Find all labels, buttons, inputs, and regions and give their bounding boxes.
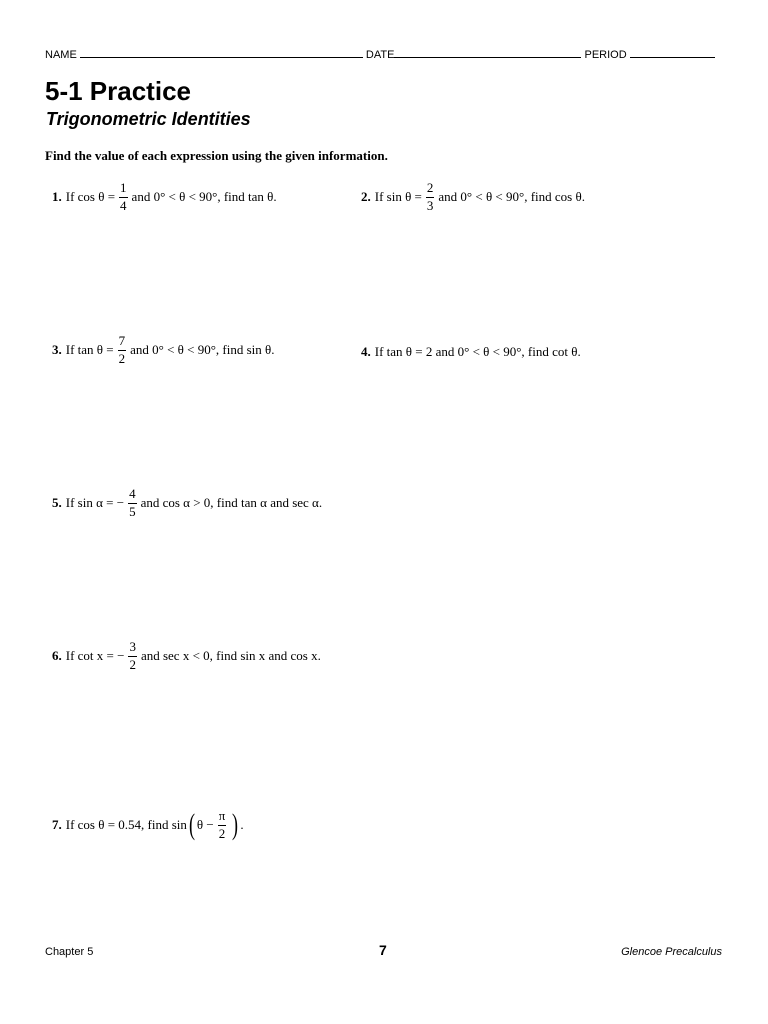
fraction-numerator: π: [218, 809, 227, 826]
left-parenthesis: (: [188, 808, 195, 842]
name-label: NAME: [45, 49, 77, 61]
fraction-numerator: 3: [128, 640, 137, 657]
fraction: [128, 487, 137, 520]
problem-6: [52, 640, 321, 673]
fraction-denominator: 3: [426, 197, 434, 213]
problem-number: 1.: [52, 189, 62, 205]
fraction-numerator: 2: [426, 181, 435, 198]
footer-chapter: Chapter 5: [45, 946, 94, 958]
problem-number: 4.: [361, 344, 371, 359]
problem-text: and sec x < 0, find sin x and cos x.: [140, 648, 321, 664]
fraction: [118, 334, 127, 367]
page-title: 5-1 Practice: [45, 76, 191, 106]
fraction-denominator: 2: [129, 656, 136, 672]
fraction: [426, 181, 435, 214]
footer-book-title: Glencoe Precalculus: [621, 946, 722, 958]
student-info-line: [45, 47, 725, 61]
fraction: [119, 181, 128, 214]
problem-7: [52, 809, 244, 842]
problem-number: 5.: [52, 495, 62, 511]
fraction-denominator: 2: [218, 825, 226, 841]
fraction-denominator: 2: [118, 350, 126, 366]
problem-text: and 0° < θ < 90°, find sin θ.: [130, 342, 275, 358]
problem-2: [361, 181, 585, 214]
problem-text: If tan θ =: [65, 342, 114, 358]
problem-text: and cos α > 0, find tan α and sec α.: [140, 495, 323, 511]
date-label: DATE: [365, 49, 395, 61]
page-number: 7: [379, 942, 387, 958]
problem-3: [52, 334, 275, 367]
problem-text: If cot x = −: [65, 648, 125, 664]
problem-text: and 0° < θ < 90°, find cos θ.: [438, 189, 585, 205]
problem-text: If sin θ =: [374, 189, 422, 205]
problem-number: 3.: [52, 342, 62, 358]
problem-4: [361, 344, 581, 360]
problem-number: 6.: [52, 648, 62, 664]
fraction-numerator: 4: [128, 487, 137, 504]
problem-text: If cos θ =: [65, 189, 116, 205]
date-blank[interactable]: [394, 47, 581, 58]
period-blank[interactable]: [630, 47, 715, 58]
problem-number: 2.: [361, 189, 371, 205]
page-subtitle: Trigonometric Identities: [46, 109, 251, 129]
problem-inner-text: θ −: [196, 817, 214, 833]
period-label: PERIOD: [584, 49, 627, 61]
problem-text: If sin α = −: [65, 495, 125, 511]
problem-1: [52, 181, 277, 214]
right-parenthesis: ): [232, 808, 239, 842]
problem-text: If cos θ = 0.54, find sin: [65, 817, 187, 833]
problem-text: .: [240, 817, 244, 833]
fraction: [128, 640, 137, 673]
problem-text: If tan θ = 2 and 0° < θ < 90°, find cot θ.: [374, 344, 581, 359]
problem-text: and 0° < θ < 90°, find tan θ.: [131, 189, 277, 205]
instructions: Find the value of each expression using the given information.: [45, 148, 388, 163]
fraction-denominator: 4: [120, 197, 127, 213]
problem-number: 7.: [52, 817, 62, 833]
name-blank[interactable]: [80, 47, 363, 58]
fraction: [218, 809, 227, 842]
fraction-numerator: 7: [118, 334, 127, 351]
problem-5: [52, 487, 322, 520]
fraction-numerator: 1: [119, 181, 128, 198]
fraction-denominator: 5: [129, 503, 136, 519]
